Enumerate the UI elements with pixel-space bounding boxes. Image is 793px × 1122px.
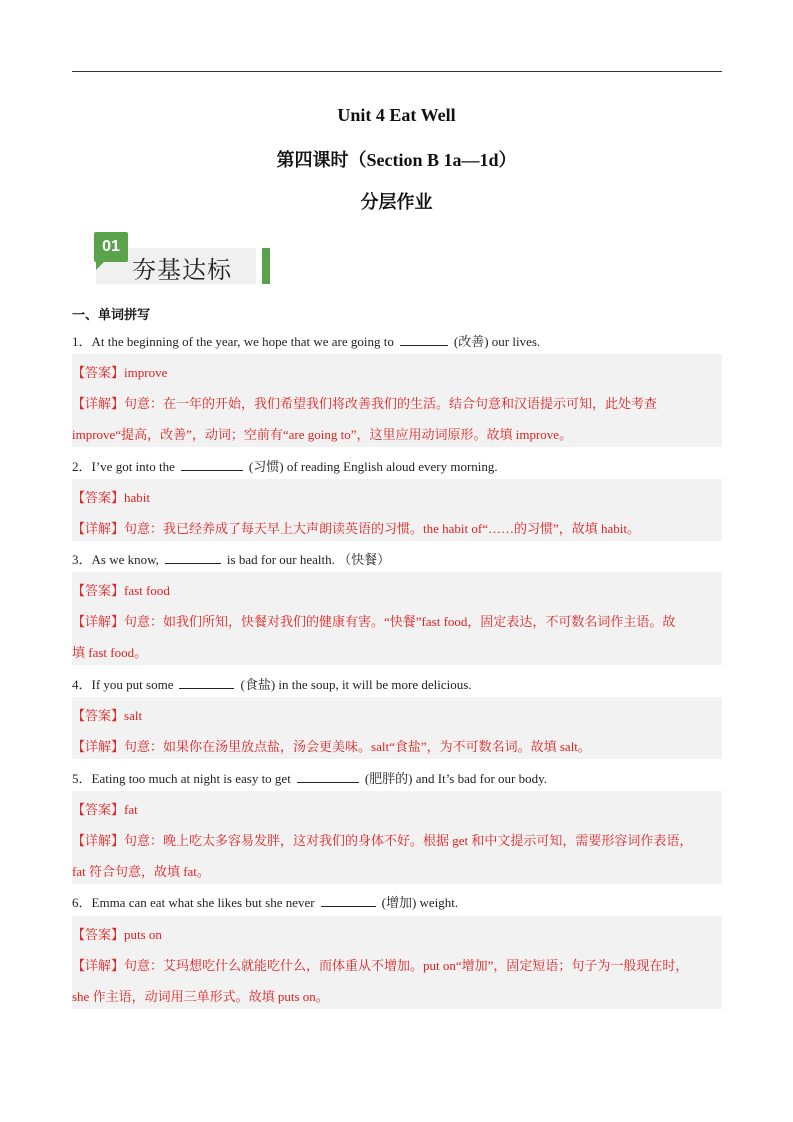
answer-blank xyxy=(400,334,448,346)
detail-text: 句意：在一年的开始，我们希望我们将改善我们的生活。结合句意和汉语提示可知，此处考查 xyxy=(124,396,658,411)
answer-blank xyxy=(321,895,376,907)
detail-text: 句意：我已经养成了每天早上大声朗读英语的习惯。the habit of“……的习惯”，故填 habit。 xyxy=(124,521,641,536)
answer-text: improve xyxy=(124,365,168,380)
detail-tag: 【详解】 xyxy=(72,739,125,754)
answer-blank xyxy=(165,552,221,564)
detail-line: she 作主语，动词用三单形式。故填 puts on。 xyxy=(72,989,329,1004)
question-text: At the beginning of the year, we hope that we are going to xyxy=(91,334,394,349)
question-3 xyxy=(72,549,390,568)
answer-line xyxy=(72,580,170,599)
section-badge xyxy=(86,232,271,288)
answer-line xyxy=(72,362,167,381)
question-hint: is bad for our health. （快餐） xyxy=(226,552,391,567)
detail-tag: 【详解】 xyxy=(72,521,125,536)
detail-tag: 【详解】 xyxy=(72,396,125,411)
detail-line xyxy=(72,611,675,630)
assignment-title: 分层作业 xyxy=(360,192,433,212)
question-text: Eating too much at night is easy to get xyxy=(91,771,291,786)
lesson-title: 第四课时（Section B 1a—1d） xyxy=(276,150,517,170)
detail-line xyxy=(72,955,688,974)
question-hint: (食盐) in the soup, it will be more delicious. xyxy=(240,677,472,692)
header-rule xyxy=(72,71,722,72)
answer-text: fast food xyxy=(124,583,170,598)
answer-text: habit xyxy=(124,490,151,505)
question-1 xyxy=(72,331,540,350)
answer-box xyxy=(72,572,722,665)
detail-line xyxy=(72,736,591,755)
question-number: 2． xyxy=(72,459,92,474)
detail-line: 填 fast food。 xyxy=(72,645,148,660)
detail-tag: 【详解】 xyxy=(72,614,125,629)
question-6 xyxy=(72,892,458,911)
question-2 xyxy=(72,456,498,475)
answer-tag: 【答案】 xyxy=(72,583,125,598)
answer-line xyxy=(72,705,142,724)
detail-line xyxy=(72,393,657,412)
answer-line xyxy=(72,487,150,506)
detail-line xyxy=(72,518,640,537)
detail-text: 句意：如我们所知，快餐对我们的健康有害。“快餐”fast food，固定表达，不可数名词作主语。故 xyxy=(124,614,676,629)
question-4 xyxy=(72,674,472,693)
question-hint: (增加) weight. xyxy=(381,895,459,910)
detail-text: 句意：晚上吃太多容易发胖，这对我们的身体不好。根据 get 和中文提示可知，需要形容词作表语， xyxy=(124,833,693,848)
question-text: I’ve got into the xyxy=(91,459,175,474)
answer-box xyxy=(72,916,722,1009)
badge-label: 夯基达标 xyxy=(132,256,232,284)
question-number: 4． xyxy=(72,677,92,692)
question-text: Emma can eat what she likes but she never xyxy=(91,895,315,910)
detail-line: improve“提高，改善”，动词；空前有“are going to”，这里应用动词原形。故填 improve。 xyxy=(72,427,573,442)
detail-tag: 【详解】 xyxy=(72,833,125,848)
answer-tag: 【答案】 xyxy=(72,708,125,723)
question-text: If you put some xyxy=(91,677,174,692)
detail-line: fat 符合句意，故填 fat。 xyxy=(72,864,210,879)
answer-box xyxy=(72,697,722,759)
answer-tag: 【答案】 xyxy=(72,927,125,942)
detail-text: 句意：艾玛想吃什么就能吃什么，而体重从不增加。put on“增加”，固定短语；句子为一般现在时， xyxy=(124,958,689,973)
question-5 xyxy=(72,768,547,787)
question-hint: (习惯) of reading English aloud every morning. xyxy=(248,459,498,474)
answer-tag: 【答案】 xyxy=(72,802,125,817)
detail-tag: 【详解】 xyxy=(72,958,125,973)
badge-number: 01 xyxy=(94,232,128,262)
answer-line xyxy=(72,924,162,943)
question-number: 5． xyxy=(72,771,92,786)
unit-title: Unit 4 Eat Well xyxy=(337,105,456,125)
answer-tag: 【答案】 xyxy=(72,490,125,505)
answer-blank xyxy=(297,771,359,783)
section-title: 一、单词拼写 xyxy=(72,307,151,322)
question-number: 6． xyxy=(72,895,92,910)
answer-text: puts on xyxy=(124,927,162,942)
answer-box xyxy=(72,479,722,541)
badge-accent-bar xyxy=(262,248,270,284)
answer-line xyxy=(72,799,138,818)
answer-blank xyxy=(181,459,243,471)
answer-blank xyxy=(179,677,234,689)
question-hint: (改善) our lives. xyxy=(453,334,541,349)
answer-tag: 【答案】 xyxy=(72,365,125,380)
detail-line xyxy=(72,830,692,849)
answer-box xyxy=(72,791,722,884)
badge-tail xyxy=(96,262,104,270)
detail-text: 句意：如果你在汤里放点盐，汤会更美味。salt“食盐”，为不可数名词。故填 salt。 xyxy=(124,739,591,754)
question-number: 1． xyxy=(72,334,92,349)
question-hint: (肥胖的) and It’s bad for our body. xyxy=(364,771,548,786)
question-text: As we know, xyxy=(91,552,159,567)
question-number: 3． xyxy=(72,552,92,567)
answer-text: fat xyxy=(124,802,138,817)
answer-text: salt xyxy=(124,708,143,723)
answer-box xyxy=(72,354,722,447)
